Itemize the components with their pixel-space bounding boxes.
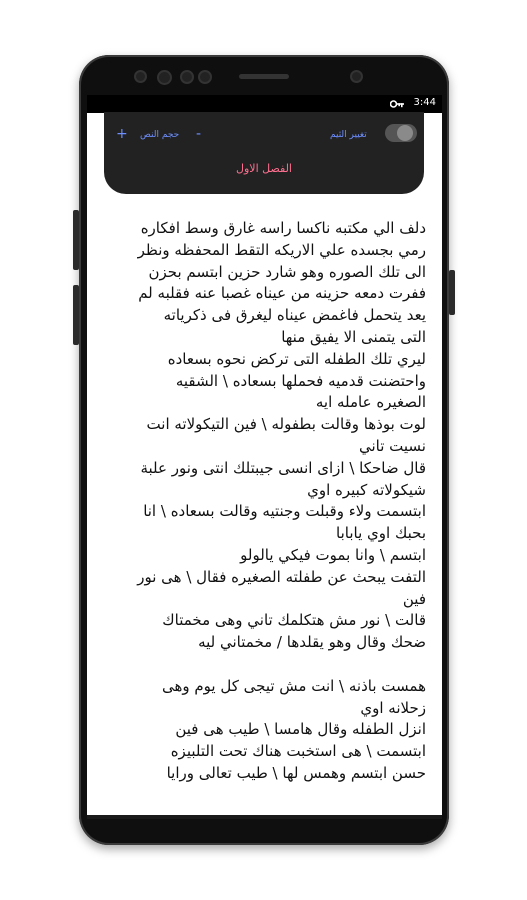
earpiece-speaker — [239, 74, 289, 79]
story-line: ففرت دمعه حزينه من عيناه غصبا عنه فقلبه لم — [138, 284, 426, 303]
story-line: حسن ابتسم وهمس لها \ طيب تعالى ورايا — [166, 763, 426, 782]
front-camera — [157, 70, 172, 85]
volume-down-button — [73, 285, 79, 345]
sensor-dot — [350, 70, 363, 83]
story-text — [102, 218, 426, 785]
story-line: نسيت تاني — [358, 436, 426, 455]
font-decrease-button[interactable]: - — [196, 126, 202, 142]
story-line: التفت يبحث عن طفلته الصغيره فقال \ هى نور — [137, 567, 426, 586]
status-time: 3:44 — [413, 97, 436, 108]
story-line: ضحك وقال وهو يقلدها / مخمتاني ليه — [198, 633, 426, 652]
story-line: ابتسمت \ هى استخبت هناك تحت التلبيزه — [170, 742, 426, 761]
app-screen — [87, 95, 442, 815]
story-line: لوت بوذها وقالت بطفوله \ فين التيكولاته انت — [146, 415, 426, 434]
theme-toggle[interactable] — [385, 124, 417, 142]
story-line: الى تلك الصوره وهو شارد حزين ابتسم بحزن — [148, 262, 426, 281]
toggle-knob — [397, 125, 413, 141]
sensor-dot — [134, 70, 147, 83]
status-bar — [87, 95, 442, 113]
story-line: فين — [402, 589, 426, 608]
story-line: ابتسم \ وانا بموت فيكي يالولو — [240, 545, 426, 564]
power-button — [449, 270, 455, 315]
story-line: رمي بجسده علي الاريكه التقط المحفظه ونظر — [137, 240, 426, 259]
story-line: دلف الي مكتبه ناكسا راسه غارق وسط افكاره — [140, 219, 426, 237]
story-line: قالت \ نور مش هتكلمك تاني وهى مخمتاك — [162, 611, 426, 630]
story-line: همست باذنه \ انت مش تيجى كل يوم وهى — [161, 676, 426, 695]
story-line: الصغيره عامله ايه — [315, 393, 426, 412]
font-size-label: حجم النص — [140, 130, 180, 140]
story-line: بحبك اوي يابابا — [336, 524, 426, 543]
sensor-dot — [180, 70, 194, 84]
story-line: ليري تلك الطفله التى تركض نحوه بسعاده — [167, 349, 426, 368]
story-line: التى يتمنى الا يفيق منها — [281, 327, 426, 346]
story-line: قال ضاحكا \ ازاى انسى جيبتلك انتى ونور علبة — [140, 458, 426, 477]
font-increase-button[interactable]: + — [116, 126, 128, 142]
theme-label: تغيير الثيم — [330, 130, 367, 140]
story-line: انزل الطفله وقال هامسا \ طيب هى فين — [175, 720, 426, 739]
story-line: شيكولاته كبيره اوي — [307, 480, 426, 499]
key-icon — [390, 100, 404, 108]
story-line: واحتضنت قدميه فحملها بسعاده \ الشقيه — [175, 371, 426, 390]
volume-up-button — [73, 210, 79, 270]
story-line: زحلانه اوي — [360, 698, 426, 717]
screen-bottom-edge — [87, 815, 442, 819]
story-line: يعد يتحمل فاغمض عيناه ليغرق فى ذكرياته — [163, 306, 426, 325]
story-line — [102, 654, 426, 676]
sensor-dot — [198, 70, 212, 84]
reader-controls-panel — [104, 112, 424, 194]
story-line: ابتسمت ولاء وقبلت وجنتيه وقالت بسعاده \ انا — [143, 502, 426, 521]
chapter-title: الفصل الاول — [236, 162, 292, 175]
